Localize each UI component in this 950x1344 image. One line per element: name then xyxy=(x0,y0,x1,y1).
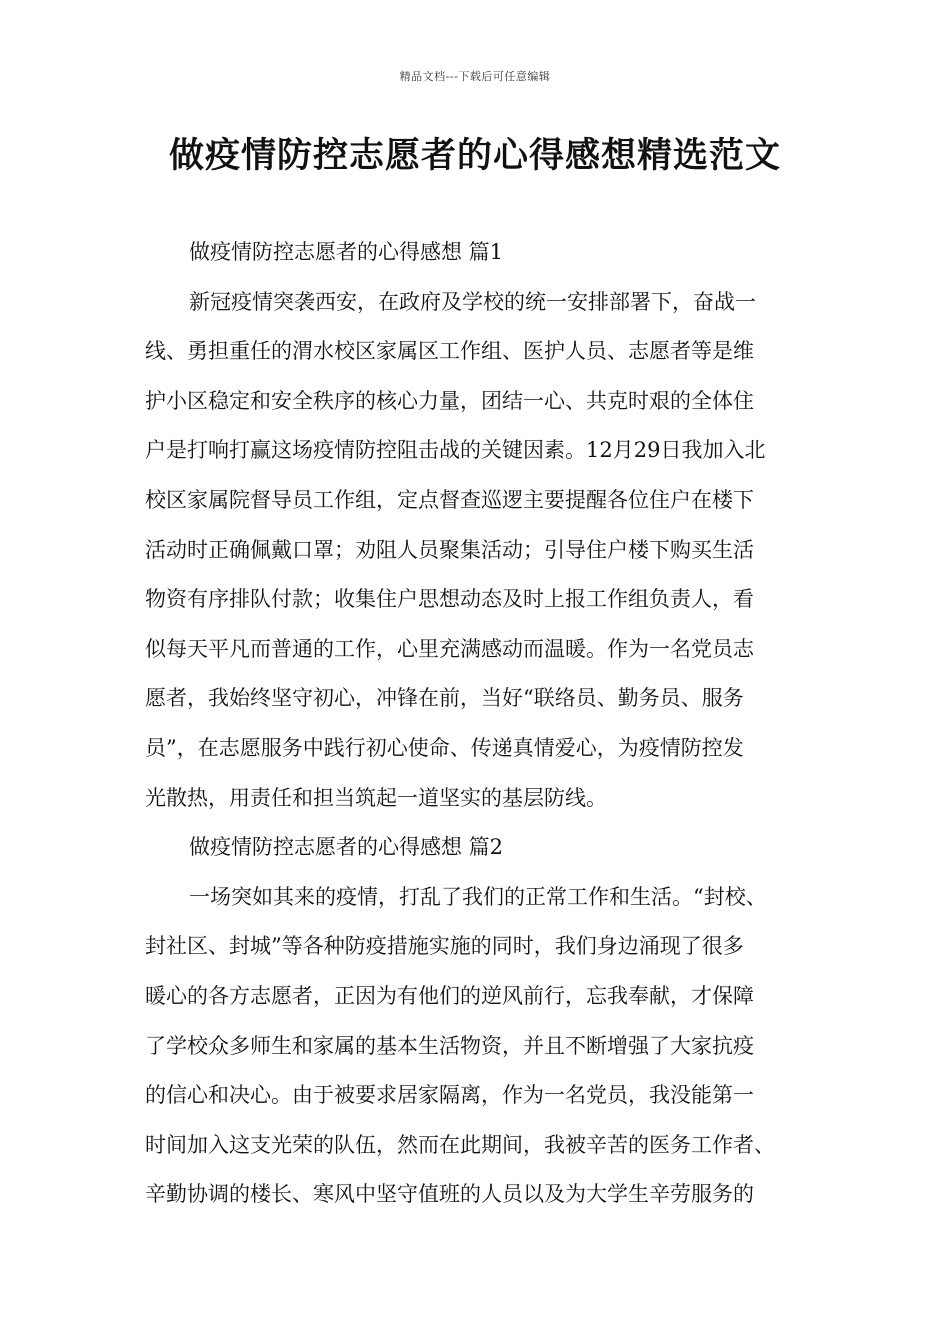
paragraph xyxy=(145,873,810,1220)
document-body xyxy=(145,228,810,1220)
text-line: 户是打响打赢这场疫情防控阻击战的关键因素。12月29日我加入北 xyxy=(145,438,766,463)
text-line: 新冠疫情突袭西安，在政府及学校的统一安排部署下，奋战一 xyxy=(189,289,756,314)
section-heading: 做疫情防控志愿者的心得感想 篇1 xyxy=(189,240,504,264)
text-line: 愿者，我始终坚守初心，冲锋在前，当好“联络员、勤务员、服务 xyxy=(145,686,744,711)
text-line: 光散热，用责任和担当筑起一道坚实的基层防线。 xyxy=(145,785,607,810)
text-line: 员”，在志愿服务中践行初心使命、传递真情爱心，为疫情防控发 xyxy=(145,735,744,760)
header-note: 精品文档---下载后可任意编辑 xyxy=(399,70,551,83)
text-line: 暖心的各方志愿者，正因为有他们的逆风前行，忘我奉献，才保障 xyxy=(145,983,754,1008)
text-line: 活动时正确佩戴口罩；劝阻人员聚集活动；引导住户楼下购买生活 xyxy=(145,537,754,562)
section-heading: 做疫情防控志愿者的心得感想 篇2 xyxy=(189,835,504,860)
text-line: 辛勤协调的楼长、寒风中坚守值班的人员以及为大学生辛劳服务的 xyxy=(145,1182,754,1207)
text-line: 一场突如其来的疫情，打乱了我们的正常工作和生活。“封校、 xyxy=(189,884,767,909)
text-line: 了学校众多师生和家属的基本生活物资，并且不断增强了大家抗疫 xyxy=(145,1033,754,1058)
text-line: 的信心和决心。由于被要求居家隔离，作为一名党员，我没能第一 xyxy=(145,1083,754,1108)
text-line: 护小区稳定和安全秩序的核心力量，团结一心、共克时艰的全体住 xyxy=(145,388,754,413)
text-line: 校区家属院督导员工作组，定点督查巡逻主要提醒各位住户在楼下 xyxy=(145,487,754,512)
text-line: 时间加入这支光荣的队伍，然而在此期间，我被辛苦的医务工作者、 xyxy=(145,1132,775,1157)
text-line: 线、勇担重任的渭水校区家属区工作组、医护人员、志愿者等是维 xyxy=(145,339,754,364)
text-line: 似每天平凡而普通的工作，心里充满感动而温暖。作为一名党员志 xyxy=(145,636,754,661)
paragraph xyxy=(145,278,810,824)
text-line: 封社区、封城”等各种防疫措施实施的同时，我们身边涌现了很多 xyxy=(145,934,744,959)
text-line: 物资有序排队付款；收集住户思想动态及时上报工作组负责人，看 xyxy=(145,587,754,612)
document-title: 做疫情防控志愿者的心得感想精选范文 xyxy=(168,135,781,176)
